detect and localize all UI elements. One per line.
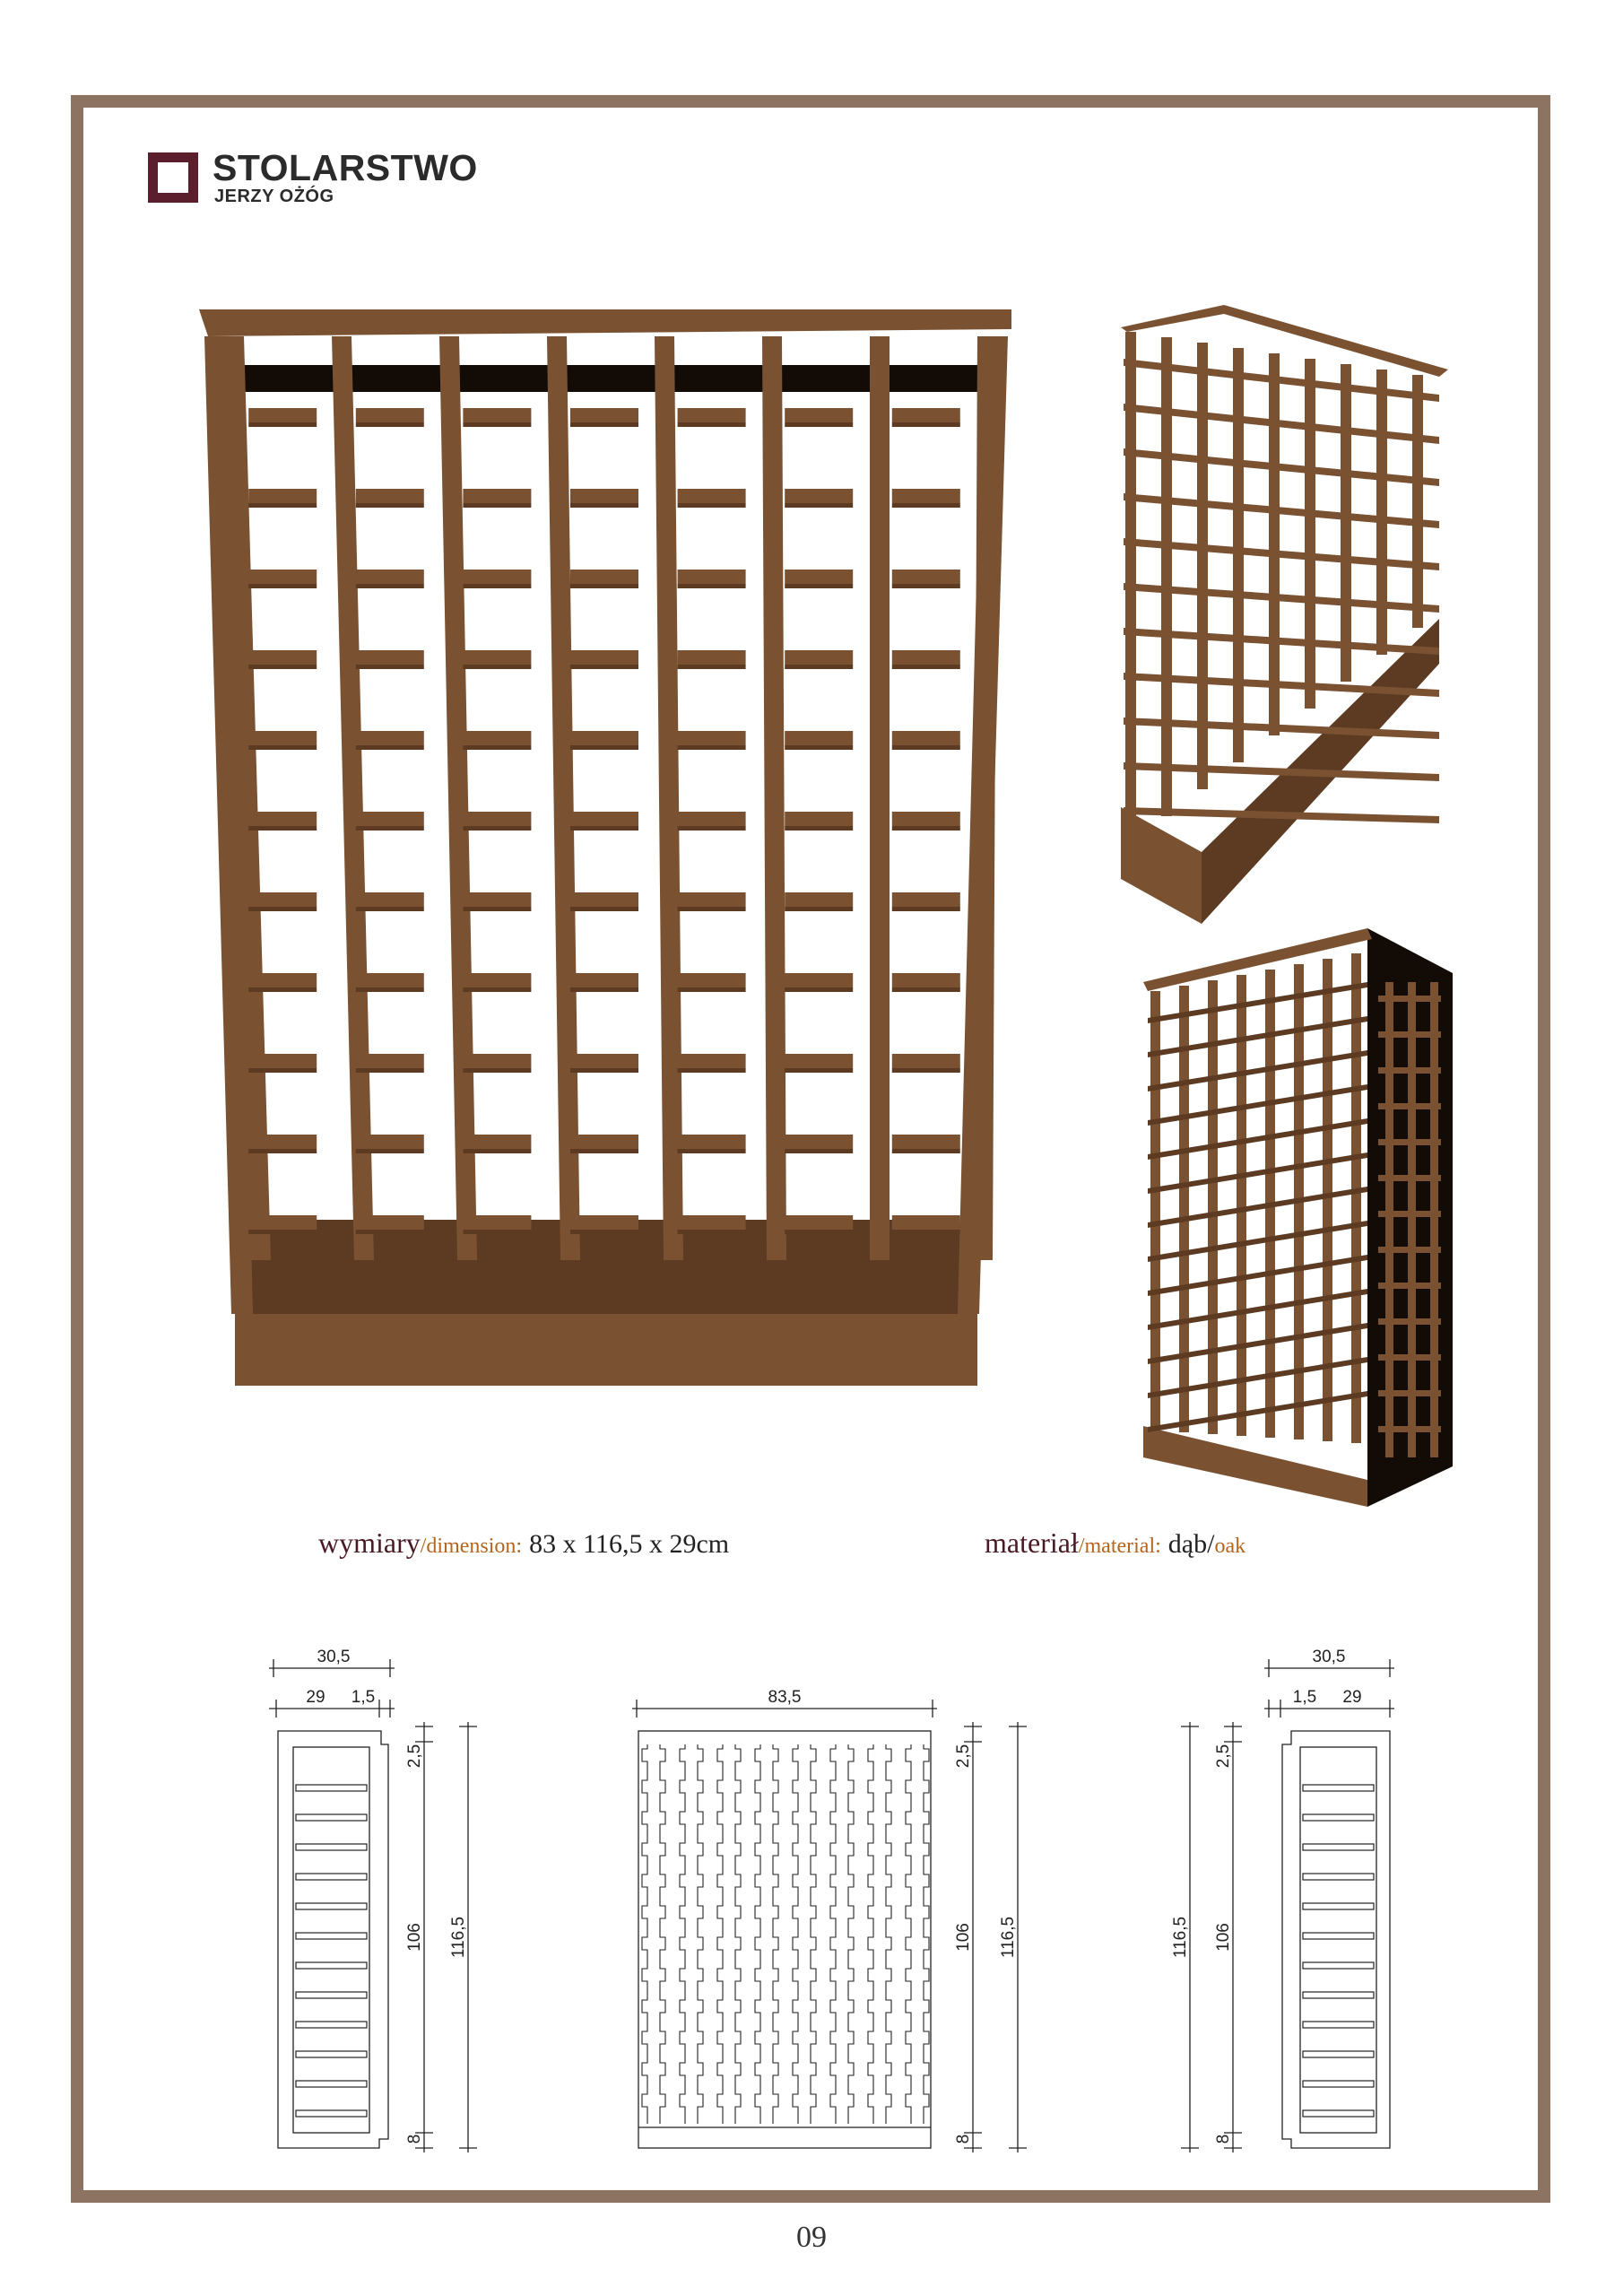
front-upright-left-edge	[642, 1744, 647, 2124]
drawing-slat	[1303, 1844, 1374, 1850]
front-upright-right-edge	[773, 1744, 778, 2124]
front-upright-left-edge	[906, 1744, 911, 2124]
drawing-slat	[296, 1962, 367, 1969]
dim-left-back: 1,5	[351, 1688, 376, 1707]
dim-left-total-depth: 30,5	[317, 1648, 351, 1666]
front-upright-left-edge	[868, 1744, 873, 2124]
front-upright-right-edge	[735, 1744, 741, 2124]
front-upright-left-edge	[717, 1744, 723, 2124]
drawing-slat	[1303, 2022, 1374, 2028]
dim-front-width: 83,5	[768, 1688, 802, 1707]
drawing-slat	[296, 1814, 367, 1821]
drawing-slat	[1303, 2110, 1374, 2117]
dim-front-top: 2,5	[954, 1744, 973, 1769]
dim-right-back: 1,5	[1292, 1688, 1317, 1707]
drawing-slat	[296, 2081, 367, 2087]
drawing-slat	[296, 1874, 367, 1880]
dimension-value: 83 x 116,5 x 29cm	[529, 1529, 730, 1559]
drawing-slat	[296, 1785, 367, 1791]
front-upright-left-edge	[680, 1744, 685, 2124]
material-label-en: /material:	[1078, 1535, 1161, 1558]
front-upright-right-edge	[811, 1744, 816, 2124]
material-value-en: oak	[1214, 1535, 1246, 1558]
brand-subtitle: JERZY OŻÓG	[214, 187, 334, 206]
drawing-slat	[1303, 1933, 1374, 1939]
drawing-slat	[1303, 2051, 1374, 2057]
material-value: dąb	[1167, 1529, 1208, 1559]
dim-right-depth: 29	[1342, 1688, 1362, 1707]
front-upright-right-edge	[698, 1744, 703, 2124]
dim-left-top: 2,5	[405, 1744, 424, 1769]
front-upright-left-edge	[755, 1744, 760, 2124]
front-upright-left-edge	[830, 1744, 836, 2124]
dim-right-total-depth: 30,5	[1312, 1648, 1346, 1666]
drawing-slat	[296, 2110, 367, 2117]
front-upright-left-edge	[793, 1744, 798, 2124]
drawing-slat	[296, 1844, 367, 1850]
dim-left-total-height: 116,5	[449, 1916, 468, 1959]
front-upright-right-edge	[924, 1744, 929, 2124]
drawing-slat	[1303, 1785, 1374, 1791]
drawing-slat	[296, 1933, 367, 1939]
drawing-slat	[1303, 1903, 1374, 1909]
drawing-slat	[296, 2051, 367, 2057]
dim-left-base: 8	[405, 2134, 424, 2144]
drawing-slat	[1303, 2081, 1374, 2087]
dim-left-depth: 29	[306, 1688, 325, 1707]
drawing-slat	[1303, 1962, 1374, 1969]
dimension-label-en: /dimension:	[420, 1535, 523, 1558]
drawing-slat	[296, 1903, 367, 1909]
drawing-slat	[1303, 1992, 1374, 1998]
dim-front-inner-height: 106	[954, 1923, 973, 1952]
dim-right-top: 2,5	[1214, 1744, 1233, 1769]
front-upright-right-edge	[886, 1744, 891, 2124]
dim-right-total-height: 116,5	[1171, 1916, 1190, 1959]
drawing-slat	[296, 1992, 367, 1998]
dim-front-base: 8	[954, 2134, 973, 2144]
material-label: materiał	[985, 1526, 1079, 1559]
brand-name: STOLARSTWO	[213, 147, 478, 188]
dimension-label: wymiary	[318, 1526, 421, 1559]
front-upright-right-edge	[848, 1744, 854, 2124]
dim-left-inner-height: 106	[405, 1923, 424, 1952]
drawing-slat	[1303, 1874, 1374, 1880]
front-upright-right-edge	[660, 1744, 665, 2124]
page-number: 09	[796, 2221, 827, 2254]
material-separator: /	[1207, 1529, 1215, 1559]
drawing-slat	[1303, 1814, 1374, 1821]
dim-front-total-height: 116,5	[999, 1916, 1018, 1959]
dim-right-inner-height: 106	[1214, 1923, 1233, 1952]
drawing-slat	[296, 2022, 367, 2028]
dim-right-base: 8	[1214, 2134, 1233, 2144]
